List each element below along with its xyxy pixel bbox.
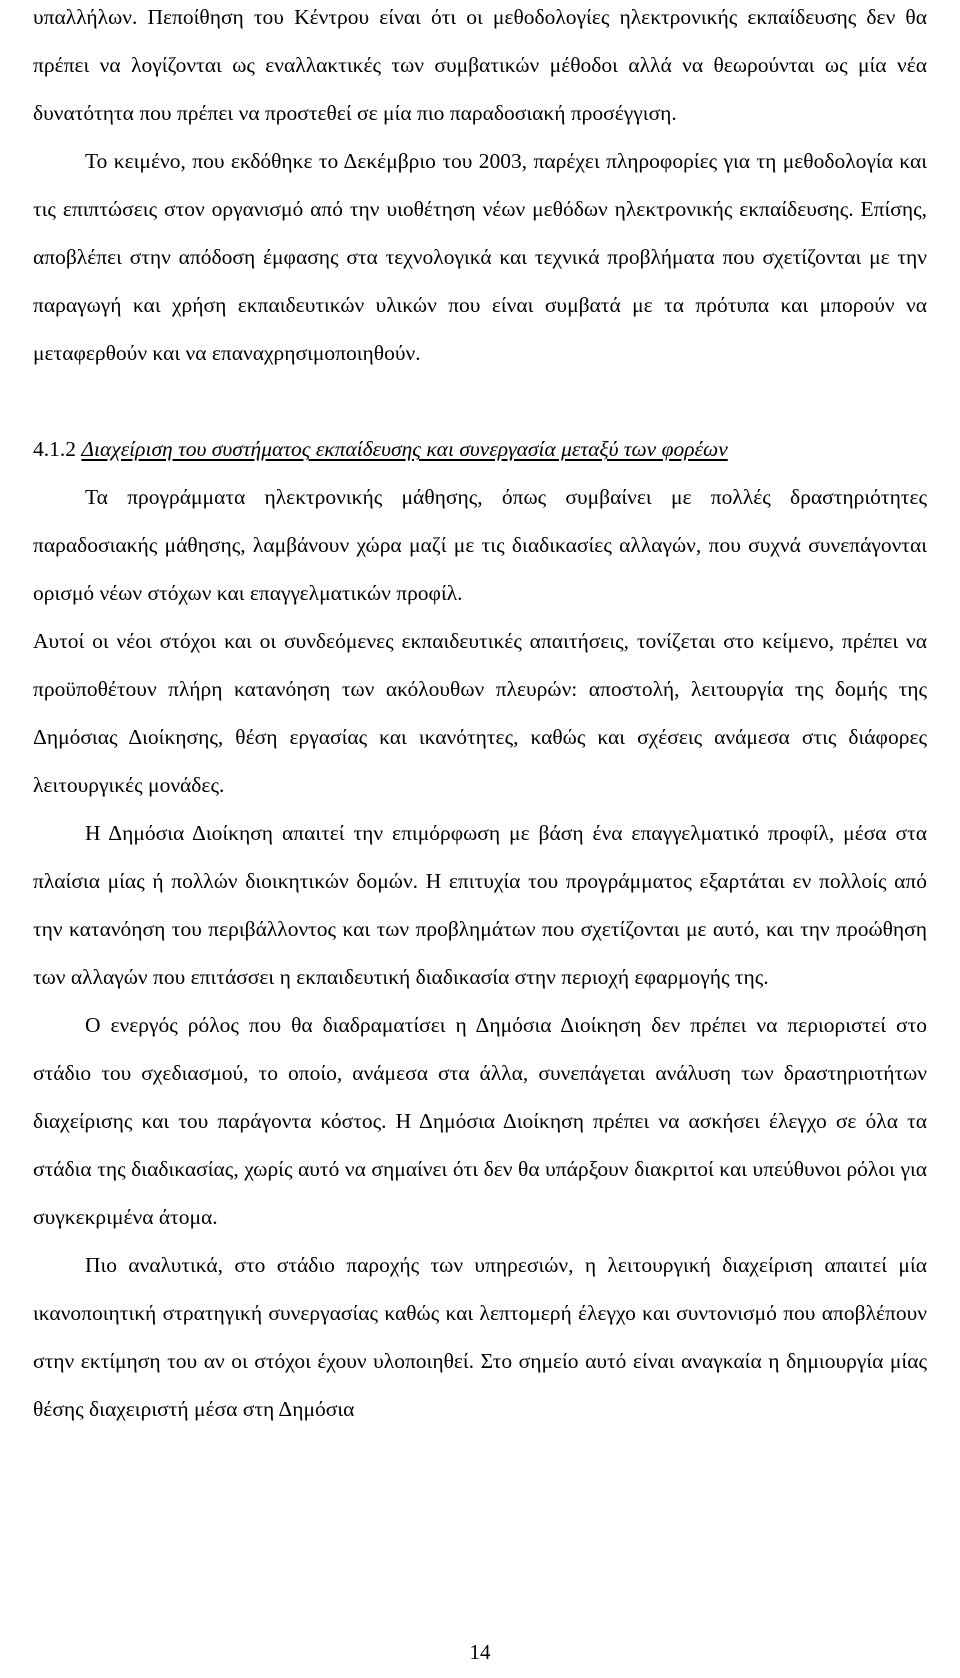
paragraph-new-goals: Αυτοί οι νέοι στόχοι και οι συνδεόμενες εκπαιδευτικές απαιτήσεις, τονίζεται στο κείμενο, πρέπει να προϋποθέτουν πλήρη κατανόηση των ακόλουθων πλευρών: αποστολή, λειτουργία της δομής της Δημόσιας Διοίκησης, θέση εργασίας και ικανότητες, καθώς και σχέσεις ανάμεσα στις διάφορες λειτουργικές μονάδες. [33, 629, 927, 797]
page-number: 14 [469, 1640, 491, 1664]
section-heading [33, 425, 927, 473]
document-page [33, 0, 927, 1433]
paragraph-text-publication: Το κειμένο, που εκδόθηκε το Δεκέμβριο του 2003, παρέχει πληροφορίες για τη μεθοδολογία και τις επιπτώσεις στον οργανισμό από την υιοθέτηση νέων μεθόδων ηλεκτρονικής εκπαίδευσης. Επίσης, αποβλέπει στην απόδοση έμφασης στα τεχνολογικά και τεχνικά προβλήματα που σχετίζονται με την παραγωγή και χρήση εκπαιδευτικών υλικών που είναι συμβατά με τα πρότυπα και μπορούν να μεταφερθούν και να επαναχρησιμοποιηθούν. [33, 149, 927, 365]
section-number: 4.1.2 [33, 437, 76, 461]
paragraph-continuation: υπαλλήλων. Πεποίθηση του Κέντρου είναι ότι οι μεθοδολογίες ηλεκτρονικής εκπαίδευσης δεν θα πρέπει να λογίζονται ως εναλλακτικές των συμβατικών μέθοδοι αλλά να θεωρούνται ως μία νέα δυνατότητα που πρέπει να προστεθεί σε μία πιο παραδοσιακή προσέγγιση. [33, 5, 927, 125]
paragraph-elearning-programs: Τα προγράμματα ηλεκτρονικής μάθησης, όπως συμβαίνει με πολλές δραστηριότητες παραδοσιακής μάθησης, λαμβάνουν χώρα μαζί με τις διαδικασίες αλλαγών, που συχνά συνεπάγονται ορισμό νέων στόχων και επαγγελματικών προφίλ. [33, 485, 927, 605]
paragraph-active-role: Ο ενεργός ρόλος που θα διαδραματίσει η Δημόσια Διοίκηση δεν πρέπει να περιοριστεί στο στάδιο του σχεδιασμού, το οποίο, ανάμεσα στα άλλα, συνεπάγεται ανάλυση των δραστηριοτήτων διαχείρισης και του παράγοντα κόστος. Η Δημόσια Διοίκηση πρέπει να ασκήσει έλεγχο σε όλα τα στάδια της διαδικασίας, χωρίς αυτό να σημαίνει ότι δεν θα υπάρξουν διακριτοί και υπεύθυνοι ρόλοι για συγκεκριμένα άτομα. [33, 1013, 927, 1229]
paragraph-training-profile: Η Δημόσια Διοίκηση απαιτεί την επιμόρφωση με βάση ένα επαγγελματικό προφίλ, μέσα στα πλαίσια μίας ή πολλών διοικητικών δομών. Η επιτυχία του προγράμματος εξαρτάται εν πολλοίς από την κατανόηση του περιβάλλοντος και των προβλημάτων που σχετίζονται με αυτό, και την προώθηση των αλλαγών που επιτάσσει η εκπαιδευτική διαδικασία στην περιοχή εφαρμογής της. [33, 821, 927, 989]
paragraph-service-delivery: Πιο αναλυτικά, στο στάδιο παροχής των υπηρεσιών, η λειτουργική διαχείριση απαιτεί μία ικανοποιητική στρατηγική συνεργασίας καθώς και λεπτομερή έλεγχο και συντονισμό που αποβλέπουν στην εκτίμηση του αν οι στόχοι έχουν υλοποιηθεί. Στο σημείο αυτό είναι αναγκαία η δημιουργία μίας θέσης διαχειριστή μέσα στη Δημόσια [33, 1253, 927, 1421]
section-title: Διαχείριση του συστήματος εκπαίδευσης και συνεργασία μεταξύ των φορέων [81, 437, 728, 461]
